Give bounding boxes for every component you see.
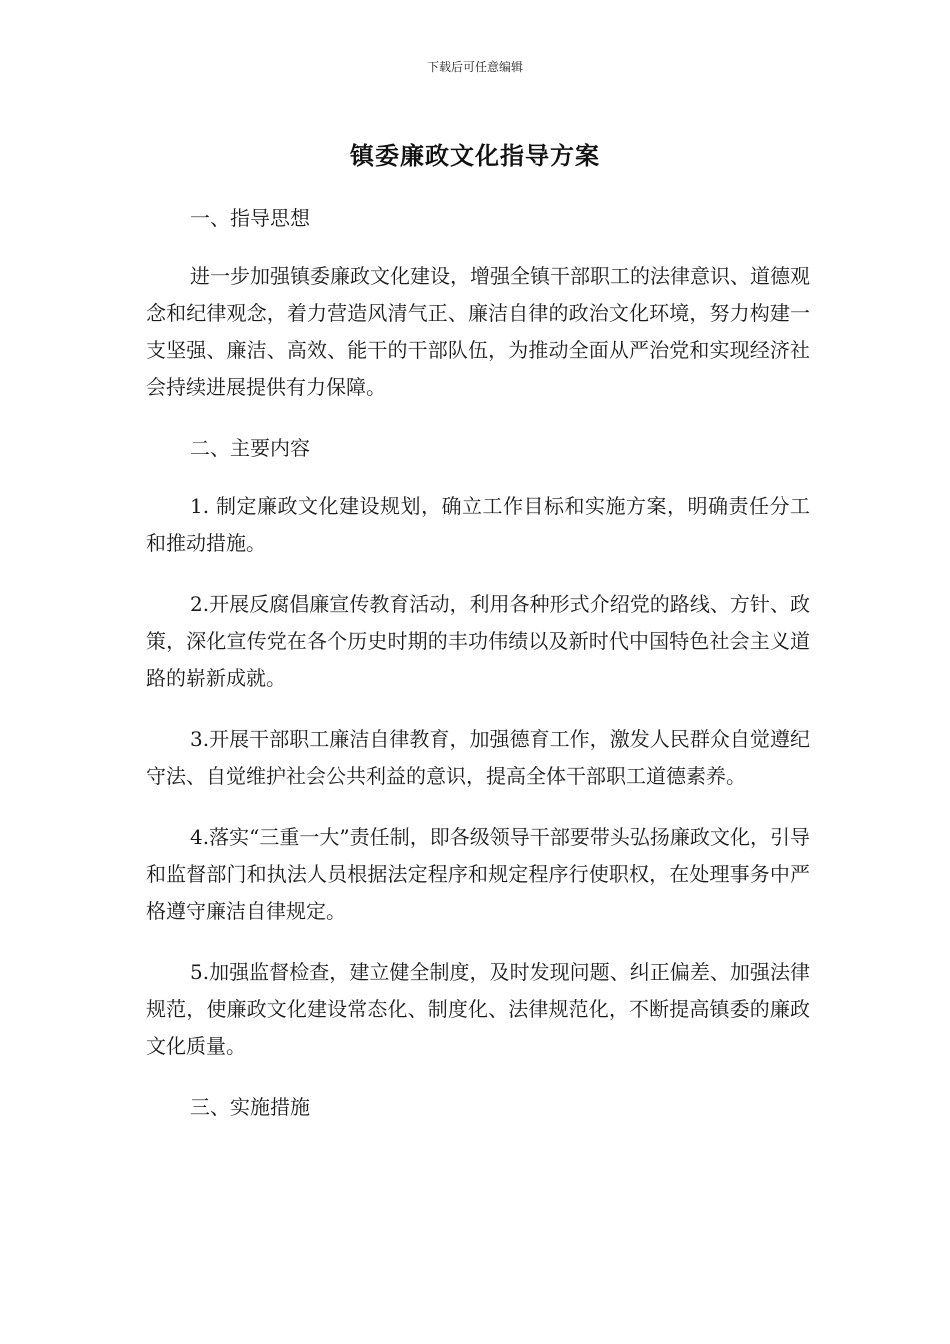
document-body [146, 200, 810, 1147]
section-heading-guiding-ideology: 一、指导思想 [190, 206, 310, 230]
paragraph-item-5: 5.加强监督检查，建立健全制度，及时发现问题、纠正偏差、加强法律规范，使廉政文化建设常态化、制度化、法律规范化，不断提高镇委的廉政文化质量。 [146, 960, 810, 1058]
section-heading-main-content: 二、主要内容 [190, 436, 310, 460]
header-note: 下载后可任意编辑 [426, 60, 523, 74]
section-heading-implementation: 三、实施措施 [190, 1095, 310, 1119]
paragraph-item-2: 2.开展反腐倡廉宣传教育活动，利用各种形式介绍党的路线、方针、政策，深化宣传党在各个历史时期的丰功伟绩以及新时代中国特色社会主义道路的崭新成就。 [146, 592, 810, 690]
paragraph-item-4: 4.落实“三重一大”责任制，即各级领导干部要带头弘扬廉政文化，引导和监督部门和执法人员根据法定程序和规定程序行使职权，在处理事务中严格遵守廉洁自律规定。 [146, 825, 810, 923]
document-title: 镇委廉政文化指导方案 [350, 142, 600, 170]
paragraph-guiding-ideology: 进一步加强镇委廉政文化建设，增强全镇干部职工的法律意识、道德观念和纪律观念，着力营造风清气正、廉洁自律的政治文化环境，努力构建一支坚强、廉洁、高效、能干的干部队伍，为推动全面从严治党和实现经济社会持续进展提供有力保障。 [146, 264, 810, 399]
paragraph-item-3: 3.开展干部职工廉洁自律教育，加强德育工作，激发人民群众自觉遵纪守法、自觉维护社会公共利益的意识，提高全体干部职工道德素养。 [146, 727, 810, 788]
paragraph-item-1: 1. 制定廉政文化建设规划，确立工作目标和实施方案，明确责任分工和推动措施。 [146, 494, 810, 555]
